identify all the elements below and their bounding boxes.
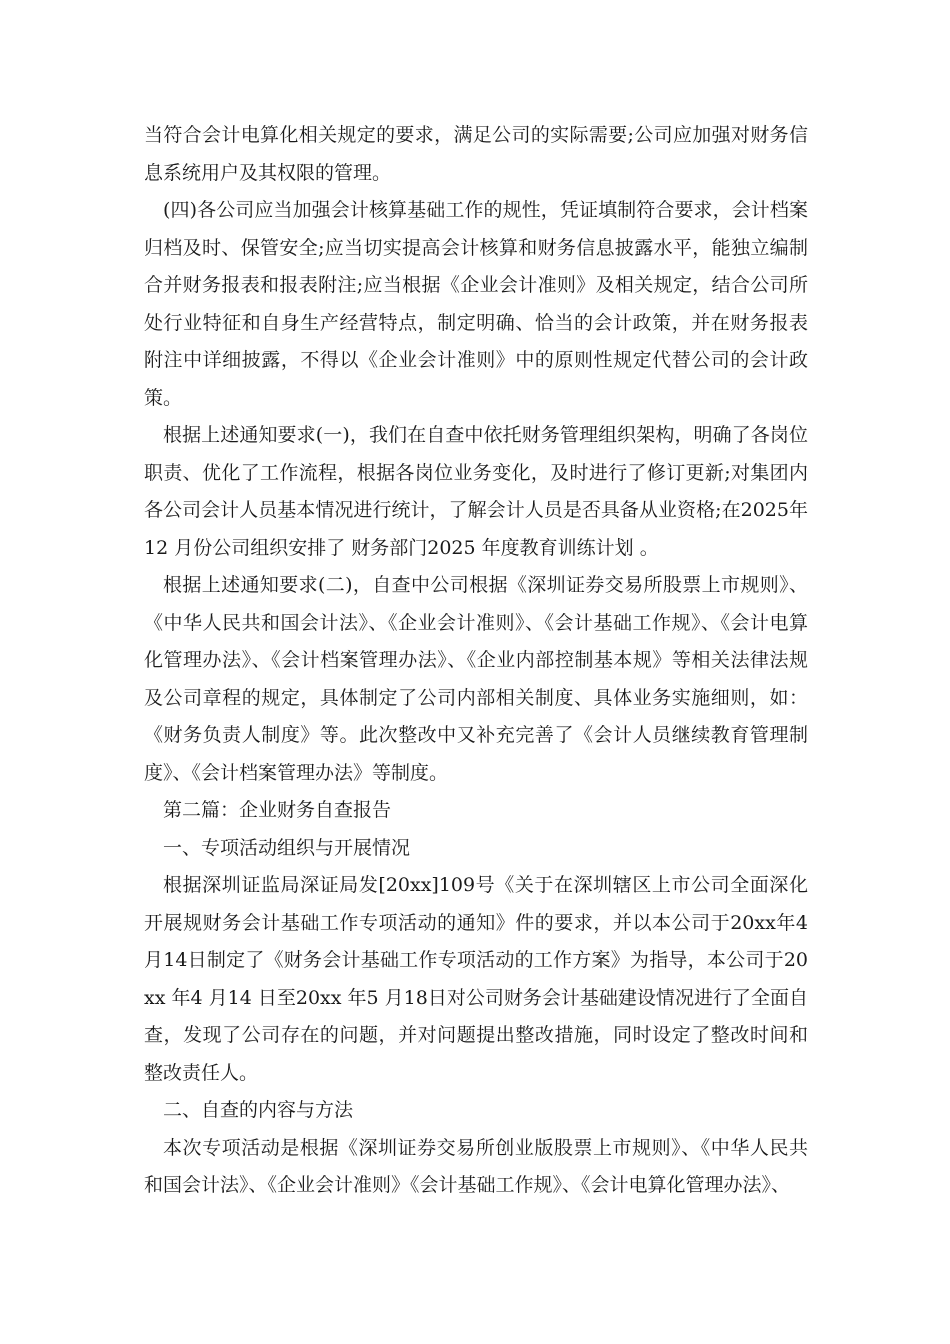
document-page bbox=[144, 117, 808, 1205]
paragraph-6: 本次专项活动是根据《深圳证券交易所创业版股票上市规则》、《中华人民共和国会计法》、《企业会计准则》《会计基础工作规》、《会计电算化管理办法》、 bbox=[144, 1136, 808, 1196]
paragraph-3: 根据上述通知要求(一)，我们在自查中依托财务管理组织架构，明确了各岗位职责、优化了工作流程，根据各岗位业务变化，及时进行了修订更新;对集团内各公司会计人员基本情况进行统计，了解会计人员是否具备从业资格;在2025年12 月份公司组织安排了 财务部门2025 年度教育训练计划 。 bbox=[144, 424, 808, 559]
section-heading-2: 二、自查的内容与方法 bbox=[163, 1099, 354, 1121]
paragraph-4: 根据上述通知要求(二)，自查中公司根据《深圳证券交易所股票上市规则》、《中华人民共和国会计法》、《企业会计准则》、《会计基础工作规》、《会计电算化管理办法》、《会计档案管理办法》、《企业内部控制基本规》等相关法律法规及公司章程的规定，具体制定了公司内部相关制度、具体业务实施细则，如：《财务负责人制度》等。此次整改中又补充完善了《会计人员继续教育管理制度》、《会计档案管理办法》等制度。 bbox=[144, 574, 808, 784]
paragraph-1: 当符合会计电算化相关规定的要求，满足公司的实际需要;公司应加强对财务信息系统用户及其权限的管理。 bbox=[144, 124, 808, 184]
paragraph-5: 根据深圳证监局深证局发[20xx]109号《关于在深圳辖区上市公司全面深化开展规财务会计基础工作专项活动的通知》件的要求，并以本公司于20xx年4月14日制定了《财务会计基础工作专项活动的工作方案》为指导，本公司于20xx 年4 月14 日至20xx 年5 月18日对公司财务会计基础建设情况进行了全面自查，发现了公司存在的问题，并对问题提出整改措施，同时设定了整改时间和整改责任人。 bbox=[144, 874, 808, 1084]
section-heading-chapter-2: 第二篇：企业财务自查报告 bbox=[163, 799, 392, 821]
section-heading-1: 一、专项活动组织与开展情况 bbox=[163, 836, 411, 859]
paragraph-2: (四)各公司应当加强会计核算基础工作的规性，凭证填制符合要求，会计档案归档及时、保管安全;应当切实提高会计核算和财务信息披露水平，能独立编制合并财务报表和报表附注;应当根据《企业会计准则》及相关规定，结合公司所处行业特征和自身生产经营特点，制定明确、恰当的会计政策，并在财务报表附注中详细披露，不得以《企业会计准则》中的原则性规定代替公司的会计政策。 bbox=[144, 199, 808, 409]
